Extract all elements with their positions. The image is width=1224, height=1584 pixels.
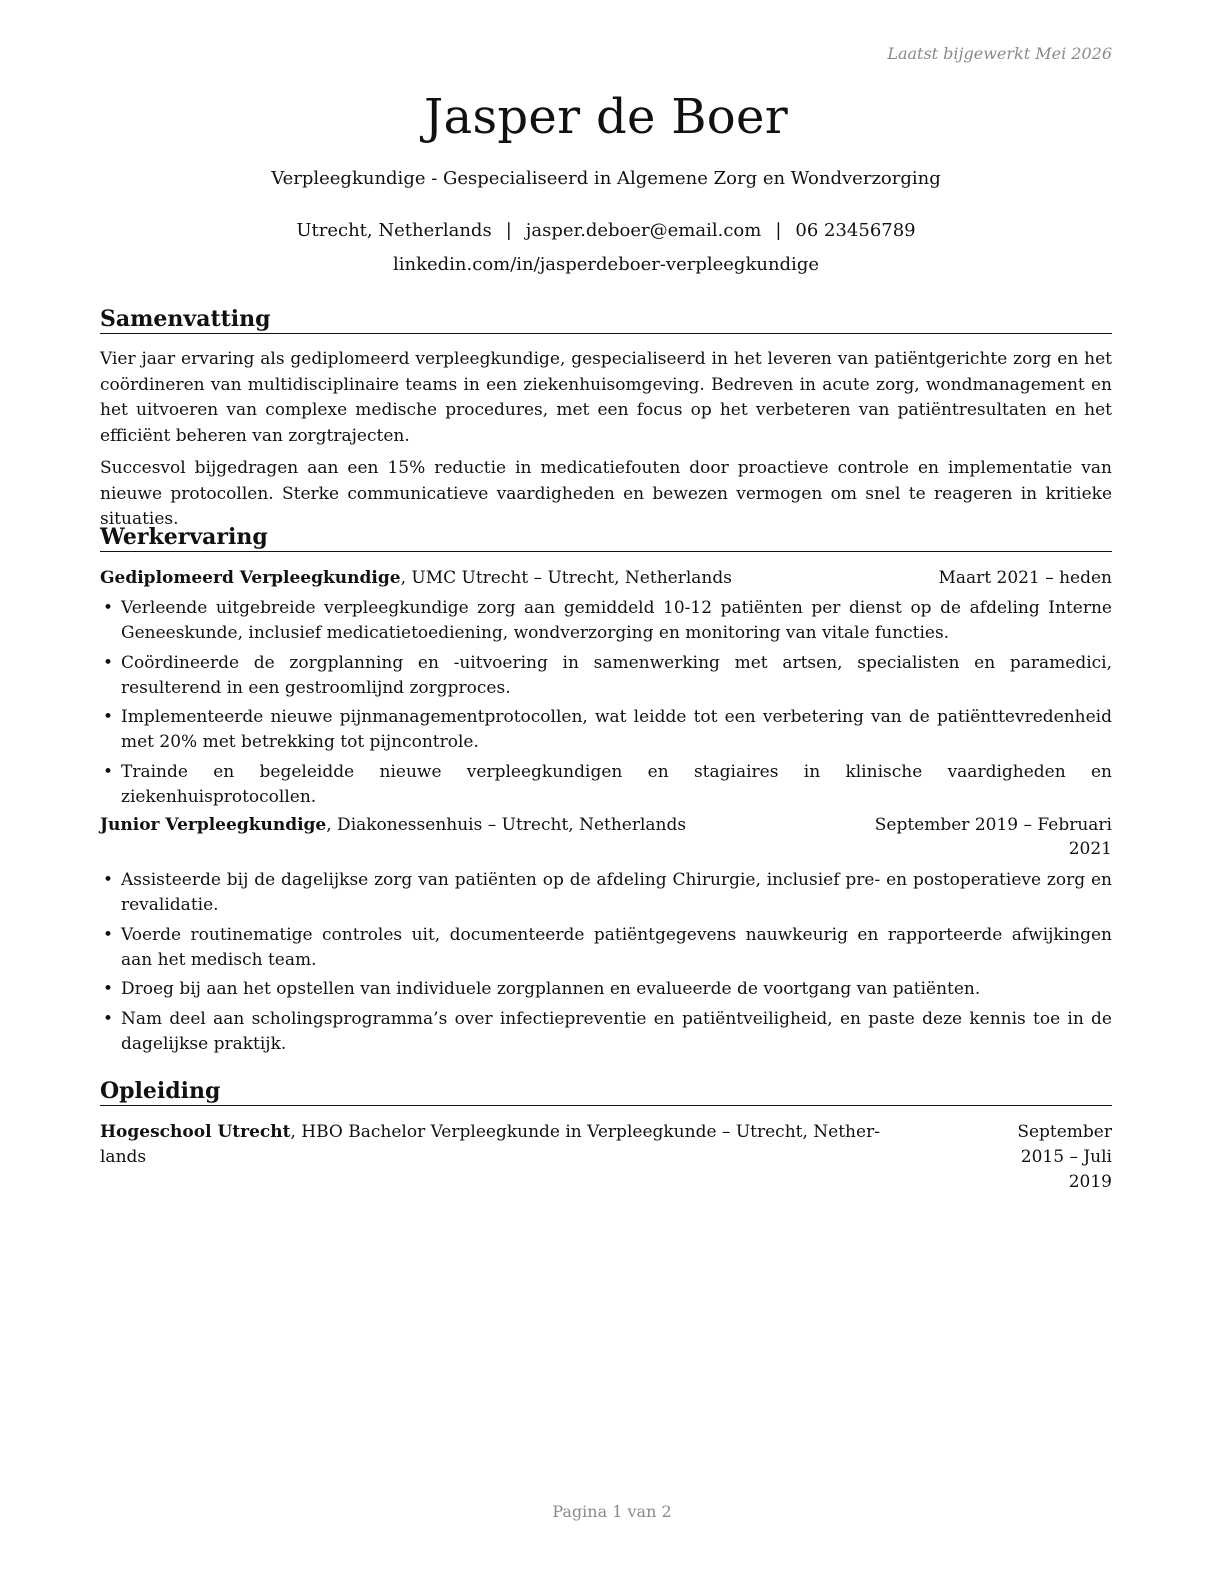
job-title-line bbox=[100, 566, 732, 590]
education-entry bbox=[100, 1120, 1112, 1195]
list-item: • Nam deel aan scholingsprogramma’s over infectiepreventie en patiëntveiligheid, en paste deze kennis toe in de dagelijkse praktijk. bbox=[100, 1007, 1112, 1057]
page-number: Pagina 1 van 2 bbox=[552, 1502, 672, 1521]
contact-separator: | bbox=[775, 220, 782, 241]
section-title-education: Opleiding bbox=[100, 1078, 1112, 1106]
list-item: • Trainde en begeleidde nieuwe verpleegkundigen en stagiaires in klinische vaardigheden en ziekenhuisprotocollen. bbox=[100, 760, 1112, 810]
list-item: • Voerde routinematige controles uit, documenteerde patiëntgegevens nauwkeurig en rapporteerde afwijkingen aan het medisch team. bbox=[100, 923, 1112, 973]
candidate-name: Jasper de Boer bbox=[424, 89, 788, 145]
job-org: , Diakonessenhuis – Utrecht, Netherlands bbox=[326, 815, 687, 835]
education-line bbox=[100, 1120, 970, 1195]
contact-separator: | bbox=[505, 220, 512, 241]
job-dates-line: 2021 bbox=[1068, 839, 1112, 859]
last-updated-note: Laatst bijgewerkt Mei 2026 bbox=[887, 44, 1112, 63]
job-title-line bbox=[100, 813, 686, 861]
education-dates-line: 2019 bbox=[1068, 1172, 1112, 1192]
list-item: • Droeg bij aan het opstellen van individuele zorgplannen en evalueerde de voortgang van patiënten. bbox=[100, 977, 1112, 1002]
job-header bbox=[100, 566, 1112, 590]
education-dates-line: September 2015 – Juli bbox=[1017, 1122, 1112, 1167]
list-item: • Assisteerde bij de dagelijkse zorg van patiënten op de afdeling Chirurgie, inclusief pre- en postoperatieve zorg en revalidatie. bbox=[100, 868, 1112, 918]
candidate-tagline: Verpleegkundige - Gespecialiseerd in Algemene Zorg en Wondverzorging bbox=[271, 168, 941, 189]
education-school: Hogeschool Utrecht bbox=[100, 1122, 291, 1142]
job-dates-line: September 2019 – Februari bbox=[874, 815, 1112, 835]
education-dates bbox=[970, 1120, 1112, 1195]
summary-paragraph: Succesvol bijgedragen aan een 15% reductie in medicatiefouten door proactieve controle en implementatie van nieuwe protocollen. Sterke communicatieve vaardigheden en bewezen vermogen om snel te reageren in kritieke situaties. bbox=[100, 458, 1112, 529]
job-org: , UMC Utrecht – Utrecht, Netherlands bbox=[400, 568, 732, 588]
contact-email[interactable]: jasper.deboer@email.com bbox=[525, 220, 762, 241]
contact-phone[interactable]: 06 23456789 bbox=[795, 220, 916, 241]
job-dates: Maart 2021 – heden bbox=[938, 568, 1112, 588]
summary-paragraph: Vier jaar ervaring als gediplomeerd verpleegkundige, gespecialiseerd in het leveren van patiëntgerichte zorg en het coördineren van multidisciplinaire teams in een ziekenhuisomgeving. Bedreven in acute zorg, wondmanagement en het uitvoeren van complexe medische procedures, met een focus op het verbeteren van patiëntresultaten en het efficiënt beheren van zorgtrajecten. bbox=[100, 349, 1112, 446]
list-item: • Coördineerde de zorgplanning en -uitvoering in samenwerking met artsen, specialisten en paramedici, resulterend in een gestroomlijnd zorgproces. bbox=[100, 651, 1112, 701]
list-item: • Verleende uitgebreide verpleegkundige zorg aan gemiddeld 10-12 patiënten per dienst op de afdeling Interne Geneeskunde, inclusief medicatietoediening, wondverzorging en monitoring van vitale functies. bbox=[100, 596, 1112, 646]
contact-line bbox=[100, 219, 1112, 243]
section-title-summary: Samenvatting bbox=[100, 306, 1112, 334]
job-role: Junior Verpleegkundige bbox=[100, 815, 327, 835]
job-header bbox=[100, 813, 1112, 861]
list-item: • Implementeerde nieuwe pijnmanagementprotocollen, wat leidde tot een verbetering van de patiënttevredenheid met 20% met betrekking tot pijncontrole. bbox=[100, 705, 1112, 755]
job-dates bbox=[875, 813, 1112, 861]
contact-linkedin[interactable]: linkedin.com/in/jasperdeboer-verpleegkundige bbox=[392, 254, 819, 275]
job-bullets bbox=[100, 596, 1112, 814]
education-degree-cont: lands bbox=[100, 1147, 147, 1167]
job-role: Gediplomeerd Verpleegkundige bbox=[100, 568, 401, 588]
education-degree: , HBO Bachelor Verpleegkunde in Verpleegkunde – Utrecht, Nether- bbox=[290, 1122, 880, 1142]
job-bullets bbox=[100, 868, 1112, 1061]
section-title-experience: Werkervaring bbox=[100, 524, 1112, 552]
contact-location: Utrecht, Netherlands bbox=[296, 220, 492, 241]
